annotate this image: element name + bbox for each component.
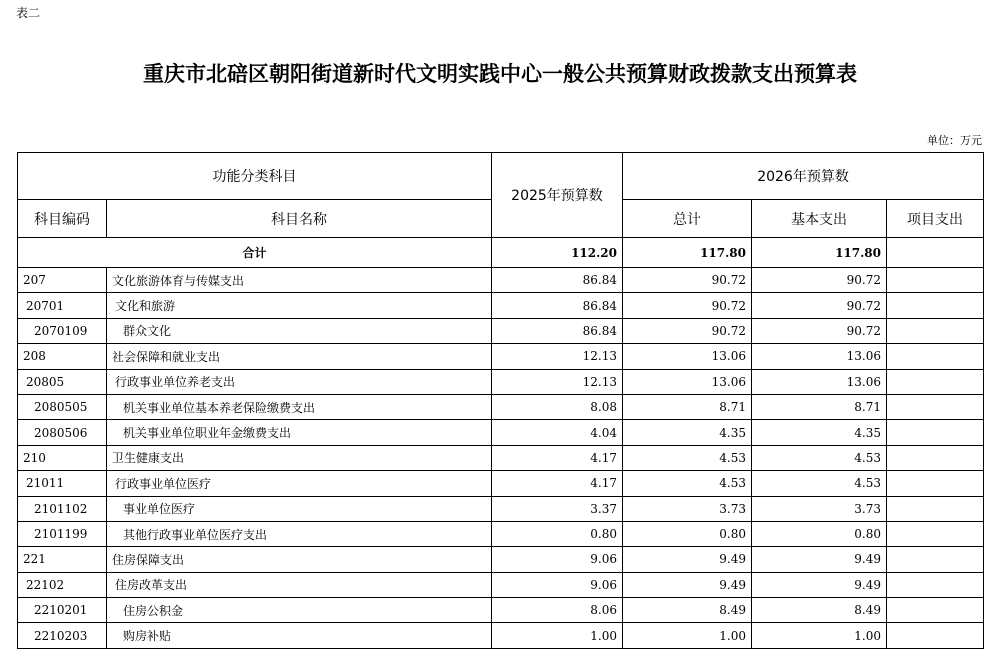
cell-budget-2025: 4.17 [492, 445, 623, 470]
cell-budget-2025: 9.06 [492, 547, 623, 572]
cell-total: 4.53 [623, 445, 752, 470]
table-row [18, 572, 984, 597]
cell-project [887, 572, 984, 597]
cell-code: 20701 [18, 293, 107, 318]
cell-basic: 90.72 [752, 293, 887, 318]
cell-basic: 9.49 [752, 572, 887, 597]
cell-project [887, 547, 984, 572]
budget-table [17, 152, 984, 649]
table-row [18, 445, 984, 470]
cell-name: 购房补贴 [107, 623, 492, 648]
cell-total: 8.71 [623, 394, 752, 419]
cell-code: 221 [18, 547, 107, 572]
cell-code: 2101102 [18, 496, 107, 521]
cell-code: 208 [18, 344, 107, 369]
cell-project [887, 471, 984, 496]
total-project [887, 238, 984, 268]
cell-project [887, 318, 984, 343]
cell-budget-2025: 9.06 [492, 572, 623, 597]
header-basic: 基本支出 [752, 200, 887, 238]
cell-code: 20805 [18, 369, 107, 394]
cell-budget-2025: 4.04 [492, 420, 623, 445]
cell-code: 2101199 [18, 521, 107, 546]
total-basic: 117.80 [752, 238, 887, 268]
cell-name: 卫生健康支出 [107, 445, 492, 470]
cell-total: 9.49 [623, 547, 752, 572]
cell-basic: 3.73 [752, 496, 887, 521]
cell-basic: 8.49 [752, 598, 887, 623]
table-row [18, 598, 984, 623]
page-title: 重庆市北碚区朝阳街道新时代文明实践中心一般公共预算财政拨款支出预算表 [143, 61, 857, 86]
cell-total: 90.72 [623, 293, 752, 318]
cell-budget-2025: 4.17 [492, 471, 623, 496]
cell-name: 行政事业单位医疗 [107, 471, 492, 496]
cell-project [887, 445, 984, 470]
header-project: 项目支出 [887, 200, 984, 238]
cell-basic: 4.35 [752, 420, 887, 445]
cell-basic: 1.00 [752, 623, 887, 648]
cell-code: 22102 [18, 572, 107, 597]
cell-name: 住房改革支出 [107, 572, 492, 597]
table-number-label: 表二 [16, 6, 41, 20]
cell-total: 9.49 [623, 572, 752, 597]
cell-name: 机关事业单位职业年金缴费支出 [107, 420, 492, 445]
header-budget-2026: 2026年预算数 [623, 153, 984, 200]
cell-total: 4.53 [623, 471, 752, 496]
cell-total: 1.00 [623, 623, 752, 648]
cell-code: 2210201 [18, 598, 107, 623]
cell-name: 文化旅游体育与传媒支出 [107, 268, 492, 293]
cell-budget-2025: 12.13 [492, 344, 623, 369]
cell-basic: 90.72 [752, 318, 887, 343]
cell-name: 群众文化 [107, 318, 492, 343]
total-label: 合计 [18, 238, 492, 268]
table-row [18, 344, 984, 369]
cell-total: 4.35 [623, 420, 752, 445]
cell-name: 住房公积金 [107, 598, 492, 623]
cell-budget-2025: 3.37 [492, 496, 623, 521]
total-budget-2025: 112.20 [492, 238, 623, 268]
cell-project [887, 598, 984, 623]
cell-total: 0.80 [623, 521, 752, 546]
cell-total: 13.06 [623, 369, 752, 394]
cell-budget-2025: 86.84 [492, 318, 623, 343]
cell-budget-2025: 86.84 [492, 268, 623, 293]
cell-total: 90.72 [623, 318, 752, 343]
cell-name: 机关事业单位基本养老保险缴费支出 [107, 394, 492, 419]
header-budget-2025: 2025年预算数 [492, 153, 623, 238]
cell-code: 210 [18, 445, 107, 470]
cell-code: 2210203 [18, 623, 107, 648]
cell-code: 21011 [18, 471, 107, 496]
cell-name: 行政事业单位养老支出 [107, 369, 492, 394]
cell-basic: 13.06 [752, 369, 887, 394]
table-row [18, 420, 984, 445]
cell-basic: 90.72 [752, 268, 887, 293]
cell-project [887, 496, 984, 521]
table-row [18, 394, 984, 419]
cell-basic: 8.71 [752, 394, 887, 419]
table-row [18, 471, 984, 496]
cell-budget-2025: 1.00 [492, 623, 623, 648]
cell-basic: 9.49 [752, 547, 887, 572]
table-row [18, 268, 984, 293]
cell-name: 住房保障支出 [107, 547, 492, 572]
cell-name: 社会保障和就业支出 [107, 344, 492, 369]
cell-project [887, 521, 984, 546]
cell-budget-2025: 12.13 [492, 369, 623, 394]
table-row [18, 369, 984, 394]
cell-name: 事业单位医疗 [107, 496, 492, 521]
table-row [18, 293, 984, 318]
cell-total: 13.06 [623, 344, 752, 369]
header-row-1 [18, 153, 984, 200]
cell-project [887, 268, 984, 293]
cell-project [887, 394, 984, 419]
cell-total: 8.49 [623, 598, 752, 623]
total-total: 117.80 [623, 238, 752, 268]
cell-basic: 0.80 [752, 521, 887, 546]
cell-basic: 13.06 [752, 344, 887, 369]
cell-project [887, 344, 984, 369]
total-row [18, 238, 984, 268]
header-total: 总计 [623, 200, 752, 238]
cell-code: 2080506 [18, 420, 107, 445]
header-function-category: 功能分类科目 [18, 153, 492, 200]
table-row [18, 547, 984, 572]
cell-project [887, 420, 984, 445]
cell-name: 文化和旅游 [107, 293, 492, 318]
unit-label: 单位：万元 [927, 134, 982, 147]
cell-total: 90.72 [623, 268, 752, 293]
cell-budget-2025: 8.08 [492, 394, 623, 419]
cell-code: 207 [18, 268, 107, 293]
table-row [18, 496, 984, 521]
cell-code: 2070109 [18, 318, 107, 343]
cell-name: 其他行政事业单位医疗支出 [107, 521, 492, 546]
cell-budget-2025: 0.80 [492, 521, 623, 546]
cell-project [887, 293, 984, 318]
header-name: 科目名称 [107, 200, 492, 238]
cell-budget-2025: 8.06 [492, 598, 623, 623]
cell-code: 2080505 [18, 394, 107, 419]
header-code: 科目编码 [18, 200, 107, 238]
cell-basic: 4.53 [752, 445, 887, 470]
cell-project [887, 369, 984, 394]
cell-budget-2025: 86.84 [492, 293, 623, 318]
cell-total: 3.73 [623, 496, 752, 521]
cell-basic: 4.53 [752, 471, 887, 496]
cell-project [887, 623, 984, 648]
table-row [18, 623, 984, 648]
table-row [18, 318, 984, 343]
table-row [18, 521, 984, 546]
